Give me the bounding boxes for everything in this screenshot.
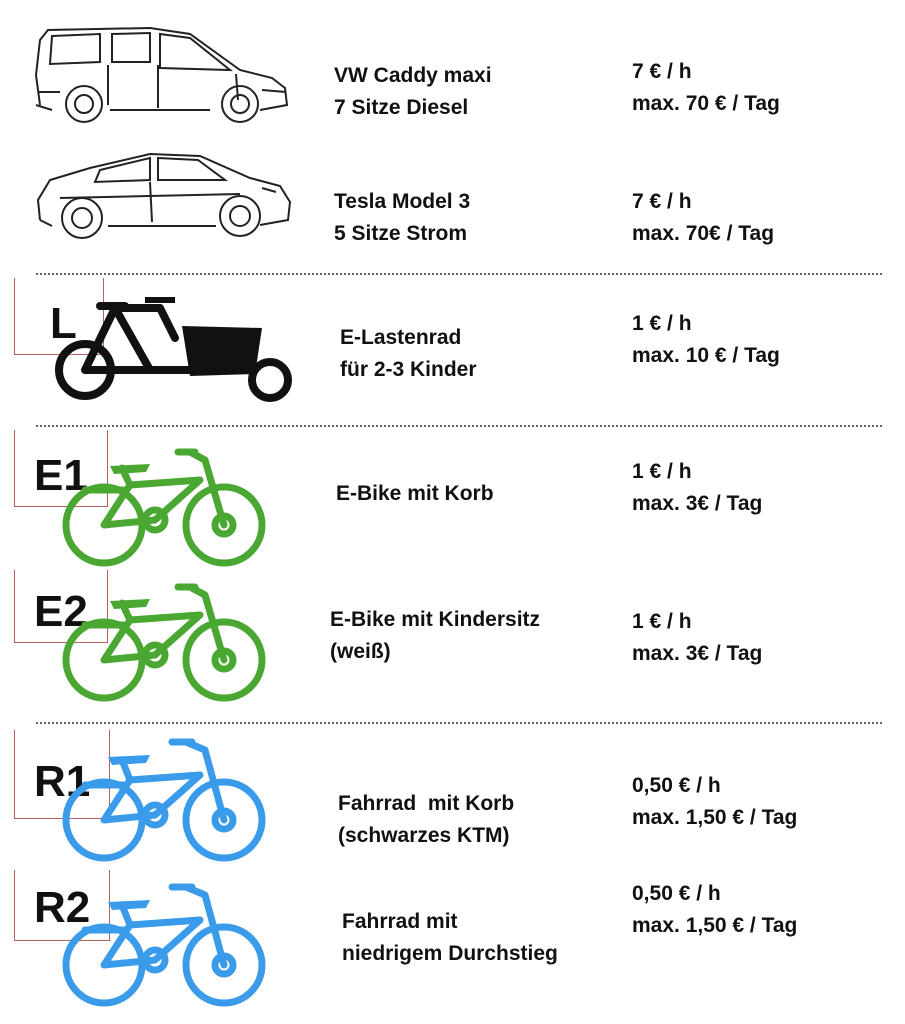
price-hour: 7 € / h xyxy=(632,190,692,213)
section-divider xyxy=(36,425,882,427)
bicycle-icon xyxy=(0,730,310,870)
vehicle-desc-line: E-Bike mit Korb xyxy=(336,482,494,505)
vehicle-desc-line: (weiß) xyxy=(330,640,391,663)
vehicle-row-r2 xyxy=(0,870,905,1024)
vehicle-desc-line: für 2-3 Kinder xyxy=(340,358,477,381)
vehicle-row-tesla xyxy=(0,140,905,270)
vehicle-desc-line: E-Bike mit Kindersitz xyxy=(330,608,541,631)
tag-label: R1 xyxy=(34,757,91,806)
price-day: max. 70 € / Tag xyxy=(632,92,780,115)
vehicle-desc-line: niedrigem Durchstieg xyxy=(342,942,558,965)
tag-label: L xyxy=(50,299,77,348)
price-hour: 1 € / h xyxy=(632,460,692,483)
vehicle-desc-line: 5 Sitze Strom xyxy=(334,222,468,245)
vehicle-row-e1 xyxy=(0,430,905,570)
price-hour: 0,50 € / h xyxy=(632,774,721,797)
price-hour: 1 € / h xyxy=(632,610,692,633)
price-day: max. 1,50 € / Tag xyxy=(632,914,798,937)
price-hour: 7 € / h xyxy=(632,60,692,83)
tag-label: E2 xyxy=(34,587,88,636)
price-day: max. 1,50 € / Tag xyxy=(632,806,798,829)
vehicle-row-e2 xyxy=(0,570,905,710)
vehicle-desc-line: Fahrrad mit Korb xyxy=(338,792,515,815)
cargo-bike-icon xyxy=(0,278,310,423)
vehicle-row-r1 xyxy=(0,730,905,870)
vehicle-row-lastenrad xyxy=(0,278,905,423)
vehicle-desc-line: VW Caddy maxi xyxy=(334,64,492,87)
e-bike-icon xyxy=(0,430,310,570)
price-hour: 1 € / h xyxy=(632,312,692,335)
van-icon xyxy=(0,0,310,140)
bicycle-icon xyxy=(0,870,310,1024)
section-divider xyxy=(36,273,882,275)
car-icon xyxy=(0,140,310,270)
vehicle-desc-line: Tesla Model 3 xyxy=(334,190,471,213)
price-day: max. 3€ / Tag xyxy=(632,642,763,665)
price-hour: 0,50 € / h xyxy=(632,882,721,905)
price-day: max. 10 € / Tag xyxy=(632,344,780,367)
vehicle-row-caddy xyxy=(0,0,905,140)
vehicle-desc-line: (schwarzes KTM) xyxy=(338,824,510,847)
tag-label: E1 xyxy=(34,451,88,500)
section-divider xyxy=(36,722,882,724)
e-bike-icon xyxy=(0,570,310,710)
price-day: max. 70€ / Tag xyxy=(632,222,775,245)
price-day: max. 3€ / Tag xyxy=(632,492,763,515)
vehicle-desc-line: Fahrrad mit xyxy=(342,910,458,933)
vehicle-desc-line: E-Lastenrad xyxy=(340,326,462,349)
vehicle-desc-line: 7 Sitze Diesel xyxy=(334,96,469,119)
tag-label: R2 xyxy=(34,883,91,932)
